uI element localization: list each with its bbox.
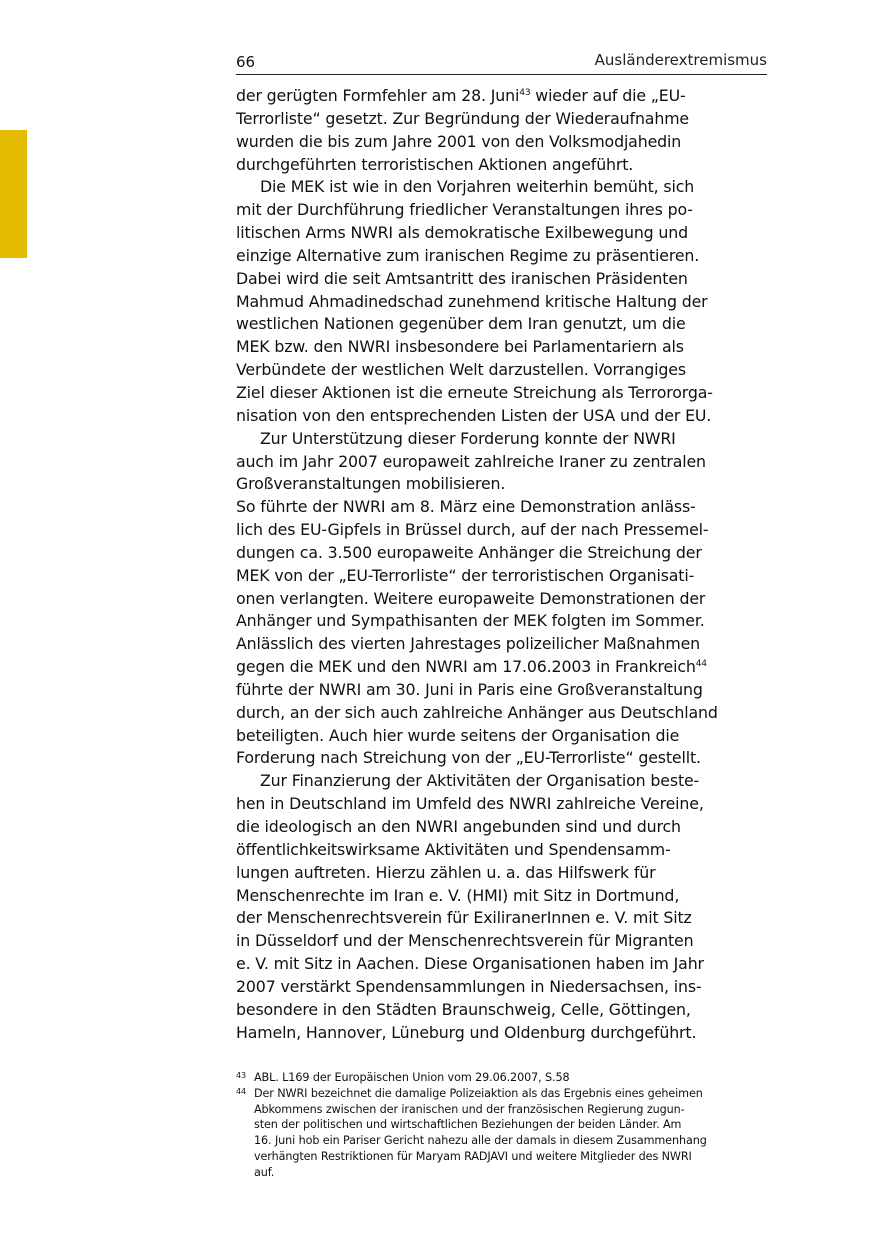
footnotes xyxy=(236,1070,767,1181)
running-title: Ausländerextremismus xyxy=(594,51,767,69)
body-line-text: MEK bzw. den NWRI insbesondere bei Parlamentariern als xyxy=(236,337,684,357)
body-line xyxy=(236,725,767,748)
body-line xyxy=(236,85,767,108)
body-line xyxy=(236,313,767,336)
body-line-text: Zur Unterstützung dieser Forderung konnte der NWRI xyxy=(260,428,676,448)
body-line-text: Menschenrechte im Iran e. V. (HMI) mit Sitz in Dortmund, xyxy=(236,885,680,905)
body-line xyxy=(236,222,767,245)
body-line xyxy=(236,542,767,565)
body-line xyxy=(236,496,767,519)
body-line xyxy=(236,405,767,428)
footnote-43 xyxy=(236,1070,767,1086)
body-line-text: Anhänger und Sympathisanten der MEK folgten im Sommer. xyxy=(236,611,705,631)
body-line-text: beteiligten. Auch hier wurde seitens der Organisation die xyxy=(236,725,680,745)
body-line-text: dungen ca. 3.500 europaweite Anhänger die Streichung der xyxy=(236,542,702,562)
body-line-text: MEK von der „EU-Terrorliste“ der terroristischen Organisati- xyxy=(236,565,695,585)
body-line-text: einzige Alternative zum iranischen Regime zu präsentieren. xyxy=(236,245,700,265)
body-line-text: gegen die MEK und den NWRI am 17.06.2003 in Frankreich xyxy=(236,657,696,677)
footnote-line: ABL. L169 der Europäischen Union vom 29.06.2007, S.58 xyxy=(254,1071,570,1084)
body-line xyxy=(236,679,767,702)
body-line xyxy=(236,451,767,474)
body-line xyxy=(236,770,767,793)
body-line xyxy=(236,656,767,679)
body-line xyxy=(236,793,767,816)
body-line-text: der Menschenrechtsverein für ExiliranerInnen e. V. mit Sitz xyxy=(236,908,692,928)
footnote-line: sten der politischen und wirtschaftlichen Beziehungen der beiden Länder. Am xyxy=(254,1118,682,1132)
body-line xyxy=(236,473,767,496)
body-line-text: Großveranstaltungen mobilisieren. xyxy=(236,474,506,494)
body-line xyxy=(236,885,767,908)
body-line-text: Ziel dieser Aktionen ist die erneute Streichung als Terrororga- xyxy=(236,382,713,402)
body-line-text: lungen auftreten. Hierzu zählen u. a. das Hilfswerk für xyxy=(236,862,656,882)
body-line-text: durchgeführten terroristischen Aktionen angeführt. xyxy=(236,154,634,174)
body-line xyxy=(236,131,767,154)
body-line xyxy=(236,930,767,953)
body-line xyxy=(236,999,767,1022)
body-line-text: Terrorliste“ gesetzt. Zur Begründung der Wiederaufnahme xyxy=(236,108,689,128)
body-line xyxy=(236,291,767,314)
body-line-text: durch, an der sich auch zahlreiche Anhänger aus Deutschland xyxy=(236,702,718,722)
body-line-text: die ideologisch an den NWRI angebunden sind und durch xyxy=(236,817,681,836)
body-line xyxy=(236,428,767,451)
body-line-text: Zur Finanzierung der Aktivitäten der Organisation beste- xyxy=(260,771,700,791)
body-line-text: mit der Durchführung friedlicher Veranstaltungen ihres po- xyxy=(236,200,693,220)
body-line-text: 2007 verstärkt Spendensammlungen in Niedersachsen, ins- xyxy=(236,976,702,996)
body-text xyxy=(236,85,767,1044)
body-line-text: besondere in den Städten Braunschweig, Celle, Göttingen, xyxy=(236,999,691,1019)
body-line xyxy=(236,862,767,885)
body-line xyxy=(236,907,767,930)
body-line-text: wieder auf die „EU- xyxy=(530,86,686,105)
body-line-text: hen in Deutschland im Umfeld des NWRI zahlreiche Vereine, xyxy=(236,794,704,814)
body-line-text: Anlässlich des vierten Jahrestages polizeilicher Maßnahmen xyxy=(236,634,701,654)
body-line xyxy=(236,953,767,976)
body-line-text: Hameln, Hannover, Lüneburg und Oldenburg durchgeführt. xyxy=(236,1022,697,1042)
body-line-text: onen verlangten. Weitere europaweite Demonstrationen der xyxy=(236,588,706,608)
body-line-text: Forderung nach Streichung von der „EU-Terrorliste“ gestellt. xyxy=(236,748,701,768)
body-line xyxy=(236,519,767,542)
body-line-text: e. V. mit Sitz in Aachen. Diese Organisationen haben im Jahr xyxy=(236,954,704,974)
body-line xyxy=(236,359,767,382)
body-line-text: der gerügten Formfehler am 28. Juni xyxy=(236,86,520,105)
body-line xyxy=(236,199,767,222)
body-line xyxy=(236,747,767,770)
footnote-line: auf. xyxy=(254,1165,275,1179)
body-line xyxy=(236,839,767,862)
footnote-mark: 44 xyxy=(236,1086,246,1096)
body-line xyxy=(236,1022,767,1045)
body-line xyxy=(236,108,767,131)
chapter-color-tab xyxy=(0,130,27,258)
footnote-44 xyxy=(236,1086,767,1181)
body-line-text: auch im Jahr 2007 europaweit zahlreiche Iraner zu zentralen xyxy=(236,451,706,471)
footnote-reference: 44 xyxy=(695,659,707,670)
body-line-text: wurden die bis zum Jahre 2001 von den Volksmodjahedin xyxy=(236,131,682,151)
body-line xyxy=(236,268,767,291)
body-line-text: lich des EU-Gipfels in Brüssel durch, auf der nach Pressemel- xyxy=(236,520,709,540)
body-line-text: Mahmud Ahmadinedschad zunehmend kritische Haltung der xyxy=(236,291,708,311)
body-line-text: westlichen Nationen gegenüber dem Iran genutzt, um die xyxy=(236,314,686,334)
body-line xyxy=(236,565,767,588)
footnote-line: verhängten Restriktionen für Maryam RADJAVI und weitere Mitglieder des NWRI xyxy=(254,1149,692,1163)
body-line-text: Dabei wird die seit Amtsantritt des iranischen Präsidenten xyxy=(236,268,688,288)
body-line xyxy=(236,976,767,999)
body-line-text: nisation von den entsprechenden Listen der USA und der EU. xyxy=(236,405,712,425)
body-line xyxy=(236,633,767,656)
body-line xyxy=(236,702,767,725)
body-line xyxy=(236,176,767,199)
body-line-text: Verbündete der westlichen Welt darzustellen. Vorrangiges xyxy=(236,360,686,380)
body-line xyxy=(236,336,767,359)
body-line xyxy=(236,245,767,268)
body-line-text: öffentlichkeitswirksame Aktivitäten und Spendensamm- xyxy=(236,839,671,859)
footnote-line: Der NWRI bezeichnet die damalige Polizeiaktion als das Ergebnis eines geheimen xyxy=(254,1086,703,1100)
body-line-text: Die MEK ist wie in den Vorjahren weiterhin bemüht, sich xyxy=(260,177,695,197)
body-line-text: in Düsseldorf und der Menschenrechtsverein für Migranten xyxy=(236,931,694,951)
body-line xyxy=(236,816,767,839)
page-number: 66 xyxy=(236,53,256,71)
body-line xyxy=(236,382,767,405)
footnote-mark: 43 xyxy=(236,1071,246,1080)
body-line-text: So führte der NWRI am 8. März eine Demonstration anläss- xyxy=(236,497,696,517)
page-header xyxy=(236,50,767,75)
body-line xyxy=(236,588,767,611)
body-line-text: führte der NWRI am 30. Juni in Paris eine Großveranstaltung xyxy=(236,679,703,699)
footnote-line: Abkommens zwischen der iranischen und der französischen Regierung zugun- xyxy=(254,1102,685,1116)
footnote-line: 16. Juni hob ein Pariser Gericht nahezu alle der damals in diesem Zusammenhang xyxy=(254,1134,707,1148)
footnote-reference: 43 xyxy=(519,88,531,98)
body-line xyxy=(236,610,767,633)
body-line xyxy=(236,154,767,177)
body-line-text: litischen Arms NWRI als demokratische Exilbewegung und xyxy=(236,223,689,243)
